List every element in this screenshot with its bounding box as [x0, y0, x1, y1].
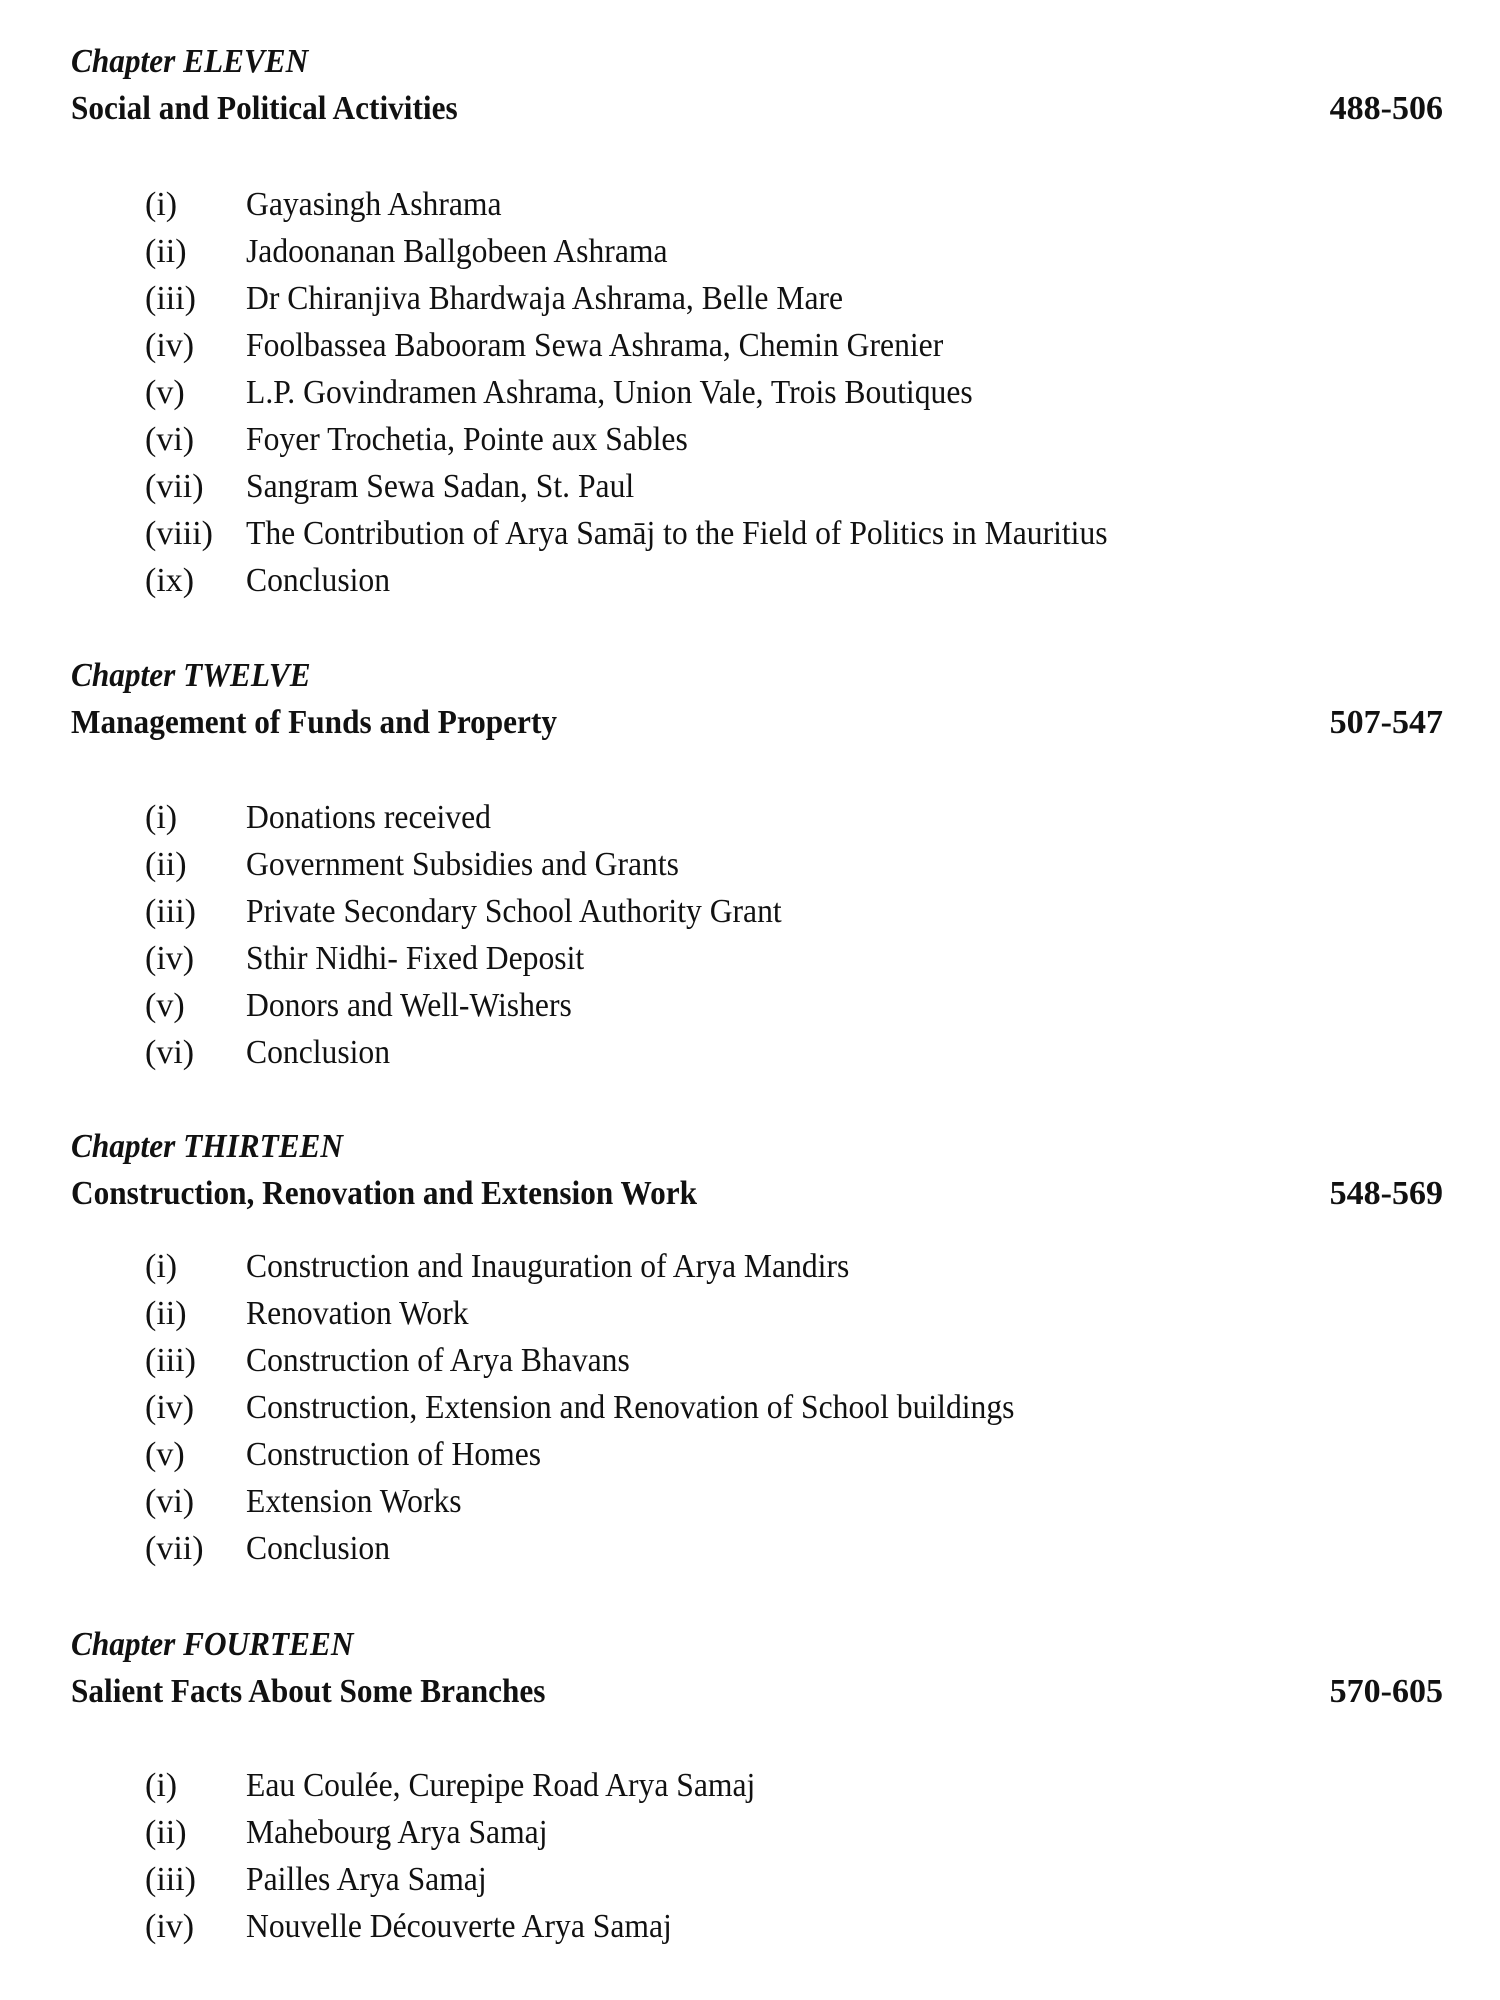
item-text: Conclusion — [246, 1034, 391, 1071]
chapter-label: Chapter ELEVEN — [71, 43, 309, 80]
item-number: (iii) — [145, 1861, 196, 1898]
item-text: Government Subsidies and Grants — [246, 846, 679, 883]
item-number: (v) — [145, 987, 185, 1024]
item-text: Sthir Nidhi- Fixed Deposit — [246, 940, 585, 977]
chapter-page-range: 488-506 — [1329, 90, 1443, 127]
item-number: (iii) — [145, 1342, 196, 1379]
item-text: L.P. Govindramen Ashrama, Union Vale, Trois Boutiques — [246, 374, 973, 411]
chapter-title: Social and Political Activities — [71, 90, 458, 127]
item-text: Foolbassea Babooram Sewa Ashrama, Chemin Grenier — [246, 327, 944, 364]
item-text: Foyer Trochetia, Pointe aux Sables — [246, 421, 688, 458]
item-text: Mahebourg Arya Samaj — [246, 1814, 548, 1851]
chapter-label: Chapter TWELVE — [71, 657, 311, 694]
item-number: (iv) — [145, 327, 195, 364]
chapter-title: Salient Facts About Some Branches — [71, 1673, 546, 1710]
item-number: (ii) — [145, 1814, 187, 1851]
item-text: Jadoonanan Ballgobeen Ashrama — [246, 233, 668, 270]
item-number: (i) — [145, 186, 178, 223]
item-number: (ii) — [145, 846, 187, 883]
item-text: Extension Works — [246, 1483, 462, 1520]
chapter-page-range: 507-547 — [1329, 704, 1443, 741]
item-text: Sangram Sewa Sadan, St. Paul — [246, 468, 635, 505]
item-number: (vi) — [145, 1483, 195, 1520]
item-number: (v) — [145, 374, 185, 411]
item-text: Gayasingh Ashrama — [246, 186, 502, 223]
item-text: The Contribution of Arya Samāj to the Field of Politics in Mauritius — [246, 515, 1108, 552]
item-text: Nouvelle Découverte Arya Samaj — [246, 1908, 672, 1945]
item-number: (vii) — [145, 468, 204, 505]
item-number: (ii) — [145, 1295, 187, 1332]
item-number: (i) — [145, 1248, 178, 1285]
item-number: (iii) — [145, 893, 196, 930]
item-text: Construction of Homes — [246, 1436, 542, 1473]
item-number: (i) — [145, 1767, 178, 1804]
item-text: Conclusion — [246, 1530, 391, 1567]
item-number: (viii) — [145, 515, 213, 552]
chapter-label: Chapter FOURTEEN — [71, 1626, 354, 1663]
item-number: (iv) — [145, 940, 195, 977]
item-text: Construction and Inauguration of Arya Mandirs — [246, 1248, 850, 1285]
item-number: (iv) — [145, 1908, 195, 1945]
chapter-title: Management of Funds and Property — [71, 704, 558, 741]
chapter-label: Chapter THIRTEEN — [71, 1128, 344, 1165]
item-number: (i) — [145, 799, 178, 836]
item-number: (vii) — [145, 1530, 204, 1567]
item-number: (ii) — [145, 233, 187, 270]
item-number: (iii) — [145, 280, 196, 317]
item-text: Dr Chiranjiva Bhardwaja Ashrama, Belle Mare — [246, 280, 844, 317]
item-text: Eau Coulée, Curepipe Road Arya Samaj — [246, 1767, 756, 1804]
item-number: (vi) — [145, 1034, 195, 1071]
item-text: Private Secondary School Authority Grant — [246, 893, 782, 930]
chapter-page-range: 548-569 — [1329, 1175, 1443, 1212]
item-text: Donations received — [246, 799, 491, 836]
item-text: Construction, Extension and Renovation of School buildings — [246, 1389, 1015, 1426]
chapter-page-range: 570-605 — [1329, 1673, 1443, 1710]
chapter-title: Construction, Renovation and Extension Work — [71, 1175, 698, 1212]
item-text: Construction of Arya Bhavans — [246, 1342, 630, 1379]
item-text: Conclusion — [246, 562, 391, 599]
item-number: (ix) — [145, 562, 195, 599]
item-text: Donors and Well-Wishers — [246, 987, 572, 1024]
item-number: (vi) — [145, 421, 195, 458]
item-number: (iv) — [145, 1389, 195, 1426]
item-text: Renovation Work — [246, 1295, 469, 1332]
item-text: Pailles Arya Samaj — [246, 1861, 487, 1898]
item-number: (v) — [145, 1436, 185, 1473]
